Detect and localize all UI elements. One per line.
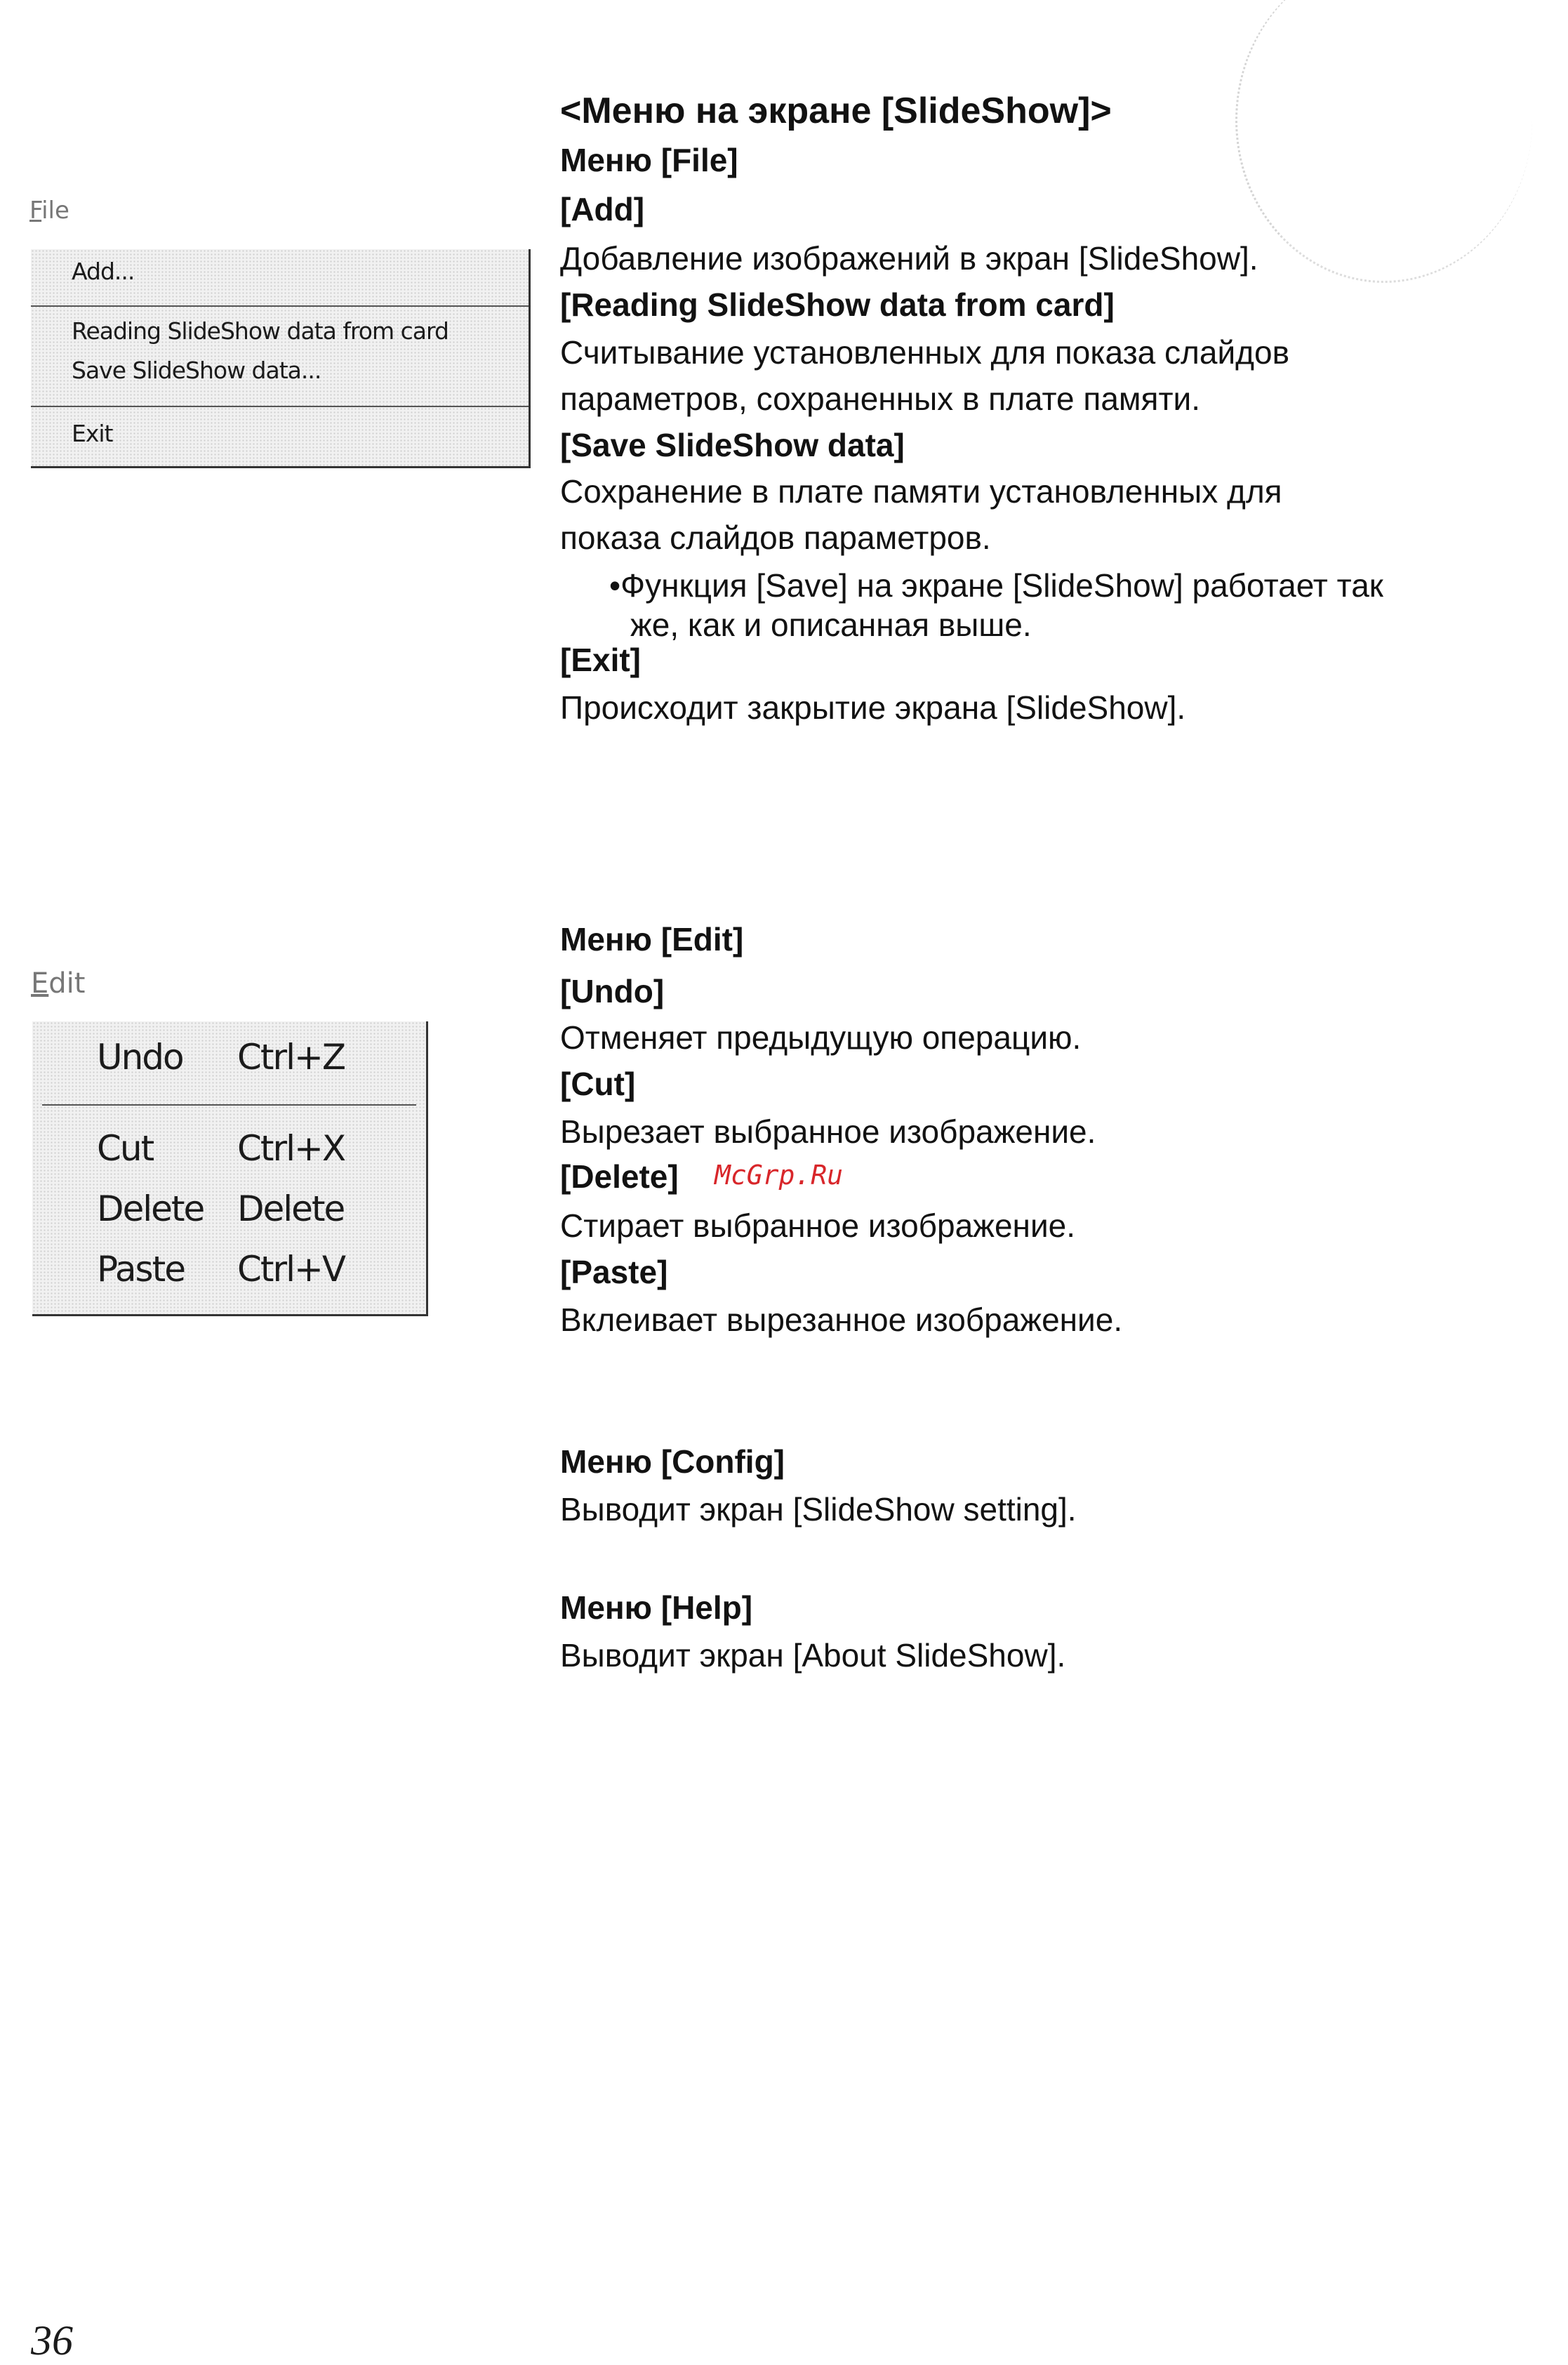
reading-description-line2: параметров, сохраненных в плате памяти.	[560, 380, 1200, 417]
cut-description: Вырезает выбранное изображение.	[560, 1113, 1096, 1150]
save-note-line1: •Функция [Save] на экране [SlideShow] работает так	[609, 567, 1383, 604]
edit-menu-shortcut-cut: Ctrl+X	[237, 1128, 345, 1169]
exit-description: Происходит закрытие экрана [SlideShow].	[560, 689, 1186, 726]
help-menu-heading: Меню [Help]	[560, 1589, 753, 1626]
paste-description: Вклеивает вырезанное изображение.	[560, 1301, 1123, 1338]
config-description: Выводит экран [SlideShow setting].	[560, 1491, 1077, 1528]
save-title: [Save SlideShow data]	[560, 427, 905, 463]
reading-title: [Reading SlideShow data from card]	[560, 286, 1115, 323]
file-menu-item-reading[interactable]: Reading SlideShow data from card	[72, 317, 449, 345]
file-menu-item-exit[interactable]: Exit	[72, 420, 113, 447]
edit-menu-heading: Меню [Edit]	[560, 921, 744, 958]
save-description-line1: Сохранение в плате памяти установленных для	[560, 473, 1282, 510]
watermark-text: McGrp.Ru	[715, 1160, 844, 1191]
edit-caption-rest: dit	[48, 967, 86, 1000]
exit-title: [Exit]	[560, 642, 641, 678]
reading-description-line1: Считывание установленных для показа слайдов	[560, 334, 1290, 371]
file-menu-heading: Меню [File]	[560, 142, 738, 178]
file-menu-item-add[interactable]: Add...	[72, 258, 135, 285]
save-description-line2: показа слайдов параметров.	[560, 519, 991, 556]
file-caption-accelerator: F	[29, 197, 42, 225]
file-menu-caption[interactable]	[29, 197, 69, 225]
file-menu-dropdown	[31, 249, 531, 468]
edit-menu-shortcut-undo: Ctrl+Z	[237, 1037, 345, 1078]
add-description: Добавление изображений в экран [SlideShow].	[560, 240, 1258, 277]
edit-menu-item-paste[interactable]: Paste	[97, 1249, 185, 1290]
edit-caption-accelerator: E	[31, 967, 49, 1000]
config-menu-heading: Меню [Config]	[560, 1443, 785, 1480]
add-title: [Add]	[560, 191, 645, 227]
undo-description: Отменяет предыдущую операцию.	[560, 1019, 1082, 1056]
save-note-line2: же, как и описанная выше.	[630, 607, 1032, 643]
edit-menu-item-cut[interactable]: Cut	[97, 1128, 154, 1169]
file-menu-item-save[interactable]: Save SlideShow data...	[72, 357, 321, 384]
edit-menu-shortcut-delete: Delete	[237, 1188, 345, 1229]
scan-stain	[1235, 0, 1532, 283]
cut-title: [Cut]	[560, 1066, 636, 1102]
file-menu-separator	[31, 305, 529, 307]
file-caption-rest: ile	[41, 197, 69, 225]
delete-description: Стирает выбранное изображение.	[560, 1207, 1076, 1244]
edit-menu-caption[interactable]	[31, 967, 85, 1000]
edit-menu-item-delete[interactable]: Delete	[97, 1188, 204, 1229]
undo-title: [Undo]	[560, 973, 665, 1009]
edit-menu-item-undo[interactable]: Undo	[97, 1037, 183, 1078]
help-description: Выводит экран [About SlideShow].	[560, 1637, 1066, 1674]
paste-title: [Paste]	[560, 1254, 668, 1290]
delete-title: [Delete]	[560, 1158, 679, 1195]
file-menu-separator	[31, 406, 529, 407]
edit-menu-separator	[42, 1104, 416, 1106]
edit-menu-shortcut-paste: Ctrl+V	[237, 1249, 345, 1290]
edit-menu-dropdown	[32, 1021, 428, 1316]
section-title: <Меню на экране [SlideShow]>	[560, 91, 1112, 131]
page-number: 36	[31, 2317, 73, 2364]
